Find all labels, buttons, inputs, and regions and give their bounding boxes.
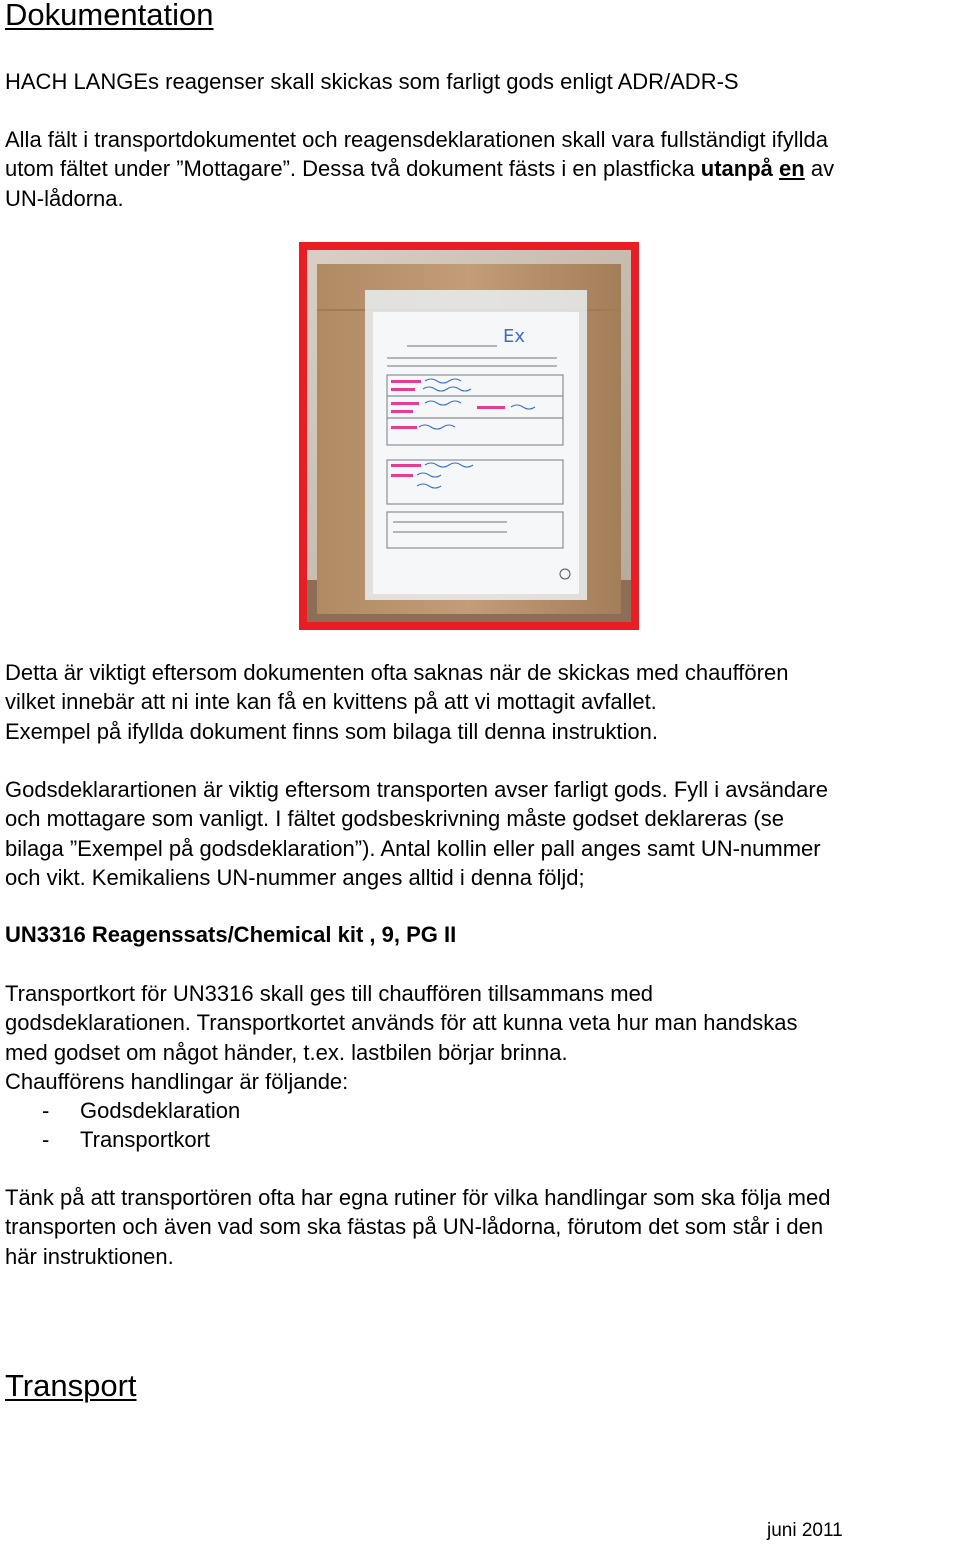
text-segment: av [804, 156, 835, 182]
paragraph-transportor-line2: transporten och även vad som ska fästas på UN-lådorna, förutom det som står i den [5, 1214, 824, 1240]
paragraph-tk-line4: Chaufförens handlingar är följande: [5, 1068, 349, 1094]
paragraph-godsdeklaration [5, 775, 828, 892]
bold-text-utanpa: utanpå [700, 156, 773, 182]
photo-illustration [307, 250, 631, 622]
paragraph-tk-line1: Transportkort för UN3316 skall ges till chauffören tillsammans med [5, 981, 654, 1006]
paragraph-transportor-line1: Tänk på att transportören ofta har egna rutiner för vilka handlingar som ska följa med [5, 1185, 831, 1210]
text-segment: utom fältet under ”Mottagare”. Dessa två dokument fästs i en plastficka [5, 156, 701, 182]
paragraph-why-important [5, 658, 788, 746]
paragraph-fields-line1: Alla fält i transportdokumentet och reagensdeklarationen skall vara fullständigt ifyllda [5, 127, 829, 152]
list-dash: - [42, 1127, 50, 1153]
handwritten-mark: Ex [503, 326, 526, 347]
list-dash: - [42, 1098, 50, 1124]
list-item [5, 1096, 797, 1125]
paragraph-tk-line2: godsdeklarationen. Transportkortet används för att kunna veta hur man handskas [5, 1010, 798, 1036]
paragraph-transportor [5, 1183, 830, 1271]
photo-box-documents [299, 242, 639, 630]
bold-underline-text-en: en [779, 156, 805, 182]
paragraph-adr: HACH LANGEs reagenser skall skickas som farligt gods enligt ADR/ADR-S [5, 69, 739, 94]
heading-transport: Transport [5, 1368, 137, 1403]
heading-dokumentation: Dokumentation [5, 0, 214, 32]
list-item-text: Godsdeklaration [80, 1098, 241, 1124]
paragraph-transportkort [5, 979, 797, 1155]
un-number-line: UN3316 Reagenssats/Chemical kit , 9, PG II [5, 922, 457, 947]
paragraph-gods-line2: och mottagare som vanligt. I fältet godsbeskrivning måste godset deklareras (se [5, 806, 784, 832]
document-sheet [373, 312, 579, 594]
paragraph-why-line2: vilket innebär att ni inte kan få en kvittens på att vi mottagit avfallet. [5, 689, 657, 715]
paragraph-tk-line3: med godset om något händer, t.ex. lastbilen börjar brinna. [5, 1039, 568, 1065]
footer-date: juni 2011 [767, 1520, 843, 1541]
paragraph-gods-line4: och vikt. Kemikaliens UN-nummer anges alltid i denna följd; [5, 864, 585, 890]
paragraph-gods-line3: bilaga ”Exempel på godsdeklaration”). Antal kollin eller pall anges samt UN-nummer [5, 835, 821, 861]
paragraph-fields [5, 125, 834, 213]
list-item-text: Transportkort [80, 1127, 211, 1153]
paragraph-transportor-line3: här instruktionen. [5, 1243, 174, 1269]
paragraph-why-line3: Exempel på ifyllda dokument finns som bilaga till denna instruktion. [5, 718, 659, 744]
paragraph-gods-line1: Godsdeklarartionen är viktig eftersom transporten avser farligt gods. Fyll i avsändare [5, 777, 828, 802]
paragraph-why-line1: Detta är viktigt eftersom dokumenten ofta saknas när de skickas med chauffören [5, 660, 789, 685]
paragraph-fields-line2 [5, 154, 834, 183]
paragraph-fields-line3: UN-lådorna. [5, 185, 124, 211]
list-item [5, 1125, 797, 1154]
